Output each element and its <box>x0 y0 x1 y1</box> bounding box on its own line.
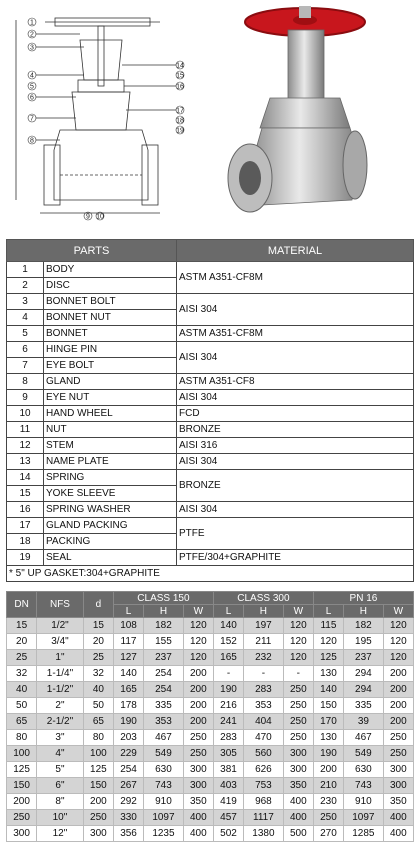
dims-cell: 353 <box>144 714 184 730</box>
dims-cell: 120 <box>383 618 413 634</box>
dims-cell: 152 <box>213 634 243 650</box>
dims-cell: 80 <box>7 730 37 746</box>
dims-cell: - <box>213 666 243 682</box>
callout-number: 1 <box>30 19 34 27</box>
dims-cell: 120 <box>383 650 413 666</box>
part-material: AISI 304 <box>177 454 414 470</box>
dims-cell: 3/4" <box>37 634 84 650</box>
dims-row <box>7 634 414 650</box>
part-material: AISI 304 <box>177 294 414 326</box>
dims-cell: 108 <box>113 618 143 634</box>
dims-row <box>7 762 414 778</box>
dims-cell: 743 <box>344 778 384 794</box>
dims-cell: 305 <box>213 746 243 762</box>
dims-cell: 350 <box>283 778 313 794</box>
dims-cell: 467 <box>144 730 184 746</box>
dims-subheader: W <box>283 605 313 618</box>
dims-cell: 467 <box>344 730 384 746</box>
dims-cell: 65 <box>7 714 37 730</box>
dims-cell: 356 <box>113 826 143 842</box>
callout-number: 2 <box>30 31 34 39</box>
dims-cell: 200 <box>183 698 213 714</box>
dims-cell: 250 <box>313 810 343 826</box>
dims-cell: 250 <box>7 810 37 826</box>
dims-cell: 300 <box>383 778 413 794</box>
dims-row <box>7 618 414 634</box>
parts-row <box>7 454 414 470</box>
dims-cell: 120 <box>183 650 213 666</box>
dims-cell: 283 <box>244 682 284 698</box>
dims-cell: 1-1/2" <box>37 682 84 698</box>
dims-cell: 1097 <box>144 810 184 826</box>
valve-photo <box>228 6 367 212</box>
parts-row <box>7 326 414 342</box>
dims-cell: 120 <box>283 618 313 634</box>
dims-cell: 20 <box>7 634 37 650</box>
dims-subheader: L <box>313 605 343 618</box>
part-name: GLAND <box>44 374 177 390</box>
dims-cell: 197 <box>244 618 284 634</box>
part-name: SPRING WASHER <box>44 502 177 518</box>
part-number: 11 <box>7 422 44 438</box>
dims-cell: 120 <box>313 634 343 650</box>
dims-cell: 254 <box>113 762 143 778</box>
dims-cell: 10" <box>37 810 84 826</box>
dims-cell: 270 <box>313 826 343 842</box>
part-material: BRONZE <box>177 470 414 502</box>
pn16-header: PN 16 <box>313 592 413 605</box>
dims-cell: 140 <box>213 618 243 634</box>
dims-cell: 400 <box>183 810 213 826</box>
parts-row <box>7 518 414 534</box>
dims-cell: 330 <box>113 810 143 826</box>
dims-cell: 200 <box>83 794 113 810</box>
dims-cell: 335 <box>144 698 184 714</box>
dims-cell: 195 <box>344 634 384 650</box>
dims-cell: - <box>244 666 284 682</box>
dims-cell: 2-1/2" <box>37 714 84 730</box>
dims-cell: 4" <box>37 746 84 762</box>
dims-cell: 140 <box>313 682 343 698</box>
dims-cell: 25 <box>7 650 37 666</box>
dims-row <box>7 826 414 842</box>
dims-cell: 910 <box>344 794 384 810</box>
dims-subheader: H <box>244 605 284 618</box>
dims-cell: 300 <box>183 778 213 794</box>
parts-row <box>7 422 414 438</box>
part-name: PACKING <box>44 534 177 550</box>
dims-cell: 549 <box>344 746 384 762</box>
callout-number: 14 <box>176 62 184 70</box>
d-header: d <box>83 592 113 618</box>
part-material: ASTM A351-CF8 <box>177 374 414 390</box>
dims-cell: 2" <box>37 698 84 714</box>
dims-cell: 350 <box>183 794 213 810</box>
dims-row <box>7 682 414 698</box>
dims-cell: 626 <box>244 762 284 778</box>
dims-cell: 1/2" <box>37 618 84 634</box>
dims-cell: 502 <box>213 826 243 842</box>
part-name: BONNET BOLT <box>44 294 177 310</box>
dims-cell: 200 <box>7 794 37 810</box>
dims-cell: 300 <box>7 826 37 842</box>
part-material: ASTM A351-CF8M <box>177 326 414 342</box>
dims-cell: 120 <box>183 618 213 634</box>
part-number: 18 <box>7 534 44 550</box>
callout-number: 16 <box>176 83 184 91</box>
dims-cell: 400 <box>183 826 213 842</box>
part-material: PTFE/304+GRAPHITE <box>177 550 414 566</box>
part-number: 17 <box>7 518 44 534</box>
dims-cell: 403 <box>213 778 243 794</box>
dims-cell: 216 <box>213 698 243 714</box>
parts-row <box>7 406 414 422</box>
dims-cell: 968 <box>244 794 284 810</box>
dims-cell: 130 <box>313 730 343 746</box>
dims-cell: 1235 <box>144 826 184 842</box>
dims-row <box>7 778 414 794</box>
dims-cell: 8" <box>37 794 84 810</box>
parts-row <box>7 502 414 518</box>
part-name: EYE BOLT <box>44 358 177 374</box>
parts-header: PARTS <box>7 240 177 262</box>
dims-cell: 40 <box>83 682 113 698</box>
dims-cell: 910 <box>144 794 184 810</box>
callout-number: 17 <box>176 107 184 115</box>
dims-subheader: L <box>213 605 243 618</box>
dims-cell: 15 <box>83 618 113 634</box>
dims-cell: 39 <box>344 714 384 730</box>
dims-cell: 250 <box>383 730 413 746</box>
dims-cell: 250 <box>83 810 113 826</box>
parts-row <box>7 294 414 310</box>
dims-cell: 267 <box>113 778 143 794</box>
dims-cell: 400 <box>283 794 313 810</box>
part-name: SPRING <box>44 470 177 486</box>
dims-cell: 753 <box>244 778 284 794</box>
dims-cell: 25 <box>83 650 113 666</box>
dims-cell: 294 <box>344 682 384 698</box>
dims-row <box>7 746 414 762</box>
dims-cell: 40 <box>7 682 37 698</box>
dims-cell: 283 <box>213 730 243 746</box>
parts-row <box>7 550 414 566</box>
part-material: AISI 304 <box>177 390 414 406</box>
part-name: YOKE SLEEVE <box>44 486 177 502</box>
dims-cell: 250 <box>383 746 413 762</box>
dims-cell: 200 <box>313 762 343 778</box>
callout-number: 3 <box>30 44 34 52</box>
dims-cell: 743 <box>144 778 184 794</box>
parts-row <box>7 470 414 486</box>
dims-cell: 65 <box>83 714 113 730</box>
dims-cell: 100 <box>7 746 37 762</box>
dims-cell: 1" <box>37 650 84 666</box>
material-header: MATERIAL <box>177 240 414 262</box>
part-material: AISI 304 <box>177 502 414 518</box>
dims-cell: 120 <box>183 634 213 650</box>
part-number: 9 <box>7 390 44 406</box>
dims-cell: 140 <box>113 666 143 682</box>
dims-cell: 200 <box>183 666 213 682</box>
callout-number: 15 <box>176 72 184 80</box>
gasket-note: * 5" UP GASKET:304+GRAPHITE <box>7 566 414 582</box>
part-number: 6 <box>7 342 44 358</box>
dims-row <box>7 698 414 714</box>
callout-numbers <box>28 18 184 221</box>
dims-cell: 200 <box>183 714 213 730</box>
dims-cell: 300 <box>383 762 413 778</box>
dims-row <box>7 714 414 730</box>
parts-row <box>7 438 414 454</box>
dims-cell: 237 <box>144 650 184 666</box>
part-name: BODY <box>44 262 177 278</box>
dims-cell: 115 <box>313 618 343 634</box>
dims-cell: 125 <box>83 762 113 778</box>
part-name: NAME PLATE <box>44 454 177 470</box>
part-number: 12 <box>7 438 44 454</box>
dims-row <box>7 730 414 746</box>
part-name: BONNET <box>44 326 177 342</box>
dims-cell: 300 <box>83 826 113 842</box>
part-material: AISI 316 <box>177 438 414 454</box>
parts-material-table <box>6 239 414 582</box>
parts-row <box>7 342 414 358</box>
callout-number: 4 <box>30 72 34 80</box>
dims-cell: 200 <box>383 714 413 730</box>
class300-header: CLASS 300 <box>213 592 313 605</box>
dims-cell: 120 <box>283 634 313 650</box>
dims-cell: 400 <box>383 826 413 842</box>
dimensions-table <box>6 591 414 842</box>
dims-cell: 125 <box>7 762 37 778</box>
dims-cell: 100 <box>83 746 113 762</box>
dims-cell: 6" <box>37 778 84 794</box>
dims-cell: 155 <box>144 634 184 650</box>
dims-cell: 178 <box>113 698 143 714</box>
dims-cell: 1285 <box>344 826 384 842</box>
dims-cell: 20 <box>83 634 113 650</box>
callout-number: 19 <box>176 127 184 135</box>
parts-row <box>7 390 414 406</box>
part-name: HINGE PIN <box>44 342 177 358</box>
dims-cell: 229 <box>113 746 143 762</box>
part-name: DISC <box>44 278 177 294</box>
dims-cell: 200 <box>183 682 213 698</box>
part-name: GLAND PACKING <box>44 518 177 534</box>
dims-cell: 200 <box>383 666 413 682</box>
dims-cell: 50 <box>83 698 113 714</box>
dn-header: DN <box>7 592 37 618</box>
dims-cell: 5" <box>37 762 84 778</box>
part-number: 2 <box>7 278 44 294</box>
dims-cell: 549 <box>144 746 184 762</box>
parts-row <box>7 374 414 390</box>
dims-subheader: L <box>113 605 143 618</box>
part-number: 10 <box>7 406 44 422</box>
dims-cell: 150 <box>83 778 113 794</box>
dims-cell: 165 <box>213 650 243 666</box>
dims-cell: 190 <box>213 682 243 698</box>
part-name: NUT <box>44 422 177 438</box>
part-number: 13 <box>7 454 44 470</box>
dims-cell: 470 <box>244 730 284 746</box>
dims-cell: 250 <box>183 730 213 746</box>
dims-cell: 300 <box>283 746 313 762</box>
dims-cell: 32 <box>7 666 37 682</box>
dims-cell: 1117 <box>244 810 284 826</box>
callout-number: 8 <box>30 137 34 145</box>
dims-cell: 400 <box>283 810 313 826</box>
dims-subheader: W <box>183 605 213 618</box>
dims-cell: 250 <box>283 682 313 698</box>
dims-cell: 117 <box>113 634 143 650</box>
dims-cell: 630 <box>144 762 184 778</box>
dims-cell: 150 <box>313 698 343 714</box>
part-material: FCD <box>177 406 414 422</box>
dims-cell: 120 <box>283 650 313 666</box>
dims-cell: 300 <box>283 762 313 778</box>
class150-header: CLASS 150 <box>113 592 213 605</box>
dims-cell: 232 <box>244 650 284 666</box>
dims-cell: 203 <box>113 730 143 746</box>
part-number: 16 <box>7 502 44 518</box>
part-name: BONNET NUT <box>44 310 177 326</box>
dims-cell: 254 <box>144 682 184 698</box>
dims-cell: - <box>283 666 313 682</box>
dims-cell: 419 <box>213 794 243 810</box>
dims-cell: 211 <box>244 634 284 650</box>
part-number: 4 <box>7 310 44 326</box>
dims-cell: 353 <box>244 698 284 714</box>
dims-cell: 335 <box>344 698 384 714</box>
dims-cell: 404 <box>244 714 284 730</box>
part-name: SEAL <box>44 550 177 566</box>
part-material: PTFE <box>177 518 414 550</box>
dims-cell: 300 <box>183 762 213 778</box>
callout-number: 6 <box>30 94 34 102</box>
dims-cell: 190 <box>313 746 343 762</box>
part-name: HAND WHEEL <box>44 406 177 422</box>
dims-cell: 1-1/4" <box>37 666 84 682</box>
dims-subheader: W <box>383 605 413 618</box>
part-number: 1 <box>7 262 44 278</box>
dims-cell: 250 <box>283 698 313 714</box>
dims-cell: 182 <box>344 618 384 634</box>
parts-row <box>7 262 414 278</box>
dims-cell: 457 <box>213 810 243 826</box>
dims-cell: 630 <box>344 762 384 778</box>
part-material: ASTM A351-CF8M <box>177 262 414 294</box>
dims-cell: 3" <box>37 730 84 746</box>
dims-cell: 381 <box>213 762 243 778</box>
dims-cell: 170 <box>313 714 343 730</box>
dims-cell: 1097 <box>344 810 384 826</box>
dims-cell: 190 <box>113 714 143 730</box>
dims-cell: 292 <box>113 794 143 810</box>
dims-cell: 80 <box>83 730 113 746</box>
dims-row <box>7 666 414 682</box>
dims-cell: 250 <box>183 746 213 762</box>
dims-cell: 560 <box>244 746 284 762</box>
dims-cell: 210 <box>313 778 343 794</box>
dims-cell: 32 <box>83 666 113 682</box>
dims-cell: 15 <box>7 618 37 634</box>
callout-number: 7 <box>30 115 34 123</box>
dims-cell: 294 <box>344 666 384 682</box>
dims-cell: 241 <box>213 714 243 730</box>
part-name: STEM <box>44 438 177 454</box>
part-number: 8 <box>7 374 44 390</box>
dims-cell: 230 <box>313 794 343 810</box>
dims-cell: 12" <box>37 826 84 842</box>
callout-number: 10 <box>96 213 104 221</box>
dims-cell: 400 <box>383 810 413 826</box>
valve-figure <box>0 0 419 236</box>
dims-cell: 120 <box>383 634 413 650</box>
dims-cell: 125 <box>313 650 343 666</box>
part-number: 5 <box>7 326 44 342</box>
part-name: EYE NUT <box>44 390 177 406</box>
dims-subheader: H <box>344 605 384 618</box>
dims-row <box>7 810 414 826</box>
dims-cell: 50 <box>7 698 37 714</box>
nfs-header: NFS <box>37 592 84 618</box>
dims-cell: 150 <box>7 778 37 794</box>
part-number: 7 <box>7 358 44 374</box>
dims-cell: 200 <box>383 698 413 714</box>
valve-section-drawing <box>16 18 176 213</box>
dims-cell: 165 <box>113 682 143 698</box>
part-number: 15 <box>7 486 44 502</box>
dims-cell: 182 <box>144 618 184 634</box>
callout-number: 5 <box>30 83 34 91</box>
dims-cell: 127 <box>113 650 143 666</box>
dims-cell: 237 <box>344 650 384 666</box>
dims-cell: 130 <box>313 666 343 682</box>
part-material: AISI 304 <box>177 342 414 374</box>
part-number: 19 <box>7 550 44 566</box>
part-number: 14 <box>7 470 44 486</box>
part-number: 3 <box>7 294 44 310</box>
callout-number: 9 <box>86 213 90 221</box>
dims-cell: 1380 <box>244 826 284 842</box>
part-material: BRONZE <box>177 422 414 438</box>
dims-subheader: H <box>144 605 184 618</box>
dims-row <box>7 794 414 810</box>
dims-cell: 254 <box>144 666 184 682</box>
dims-cell: 350 <box>383 794 413 810</box>
dims-cell: 500 <box>283 826 313 842</box>
dims-cell: 250 <box>283 714 313 730</box>
dims-cell: 250 <box>283 730 313 746</box>
callout-number: 18 <box>176 117 184 125</box>
dims-cell: 200 <box>383 682 413 698</box>
dims-row <box>7 650 414 666</box>
